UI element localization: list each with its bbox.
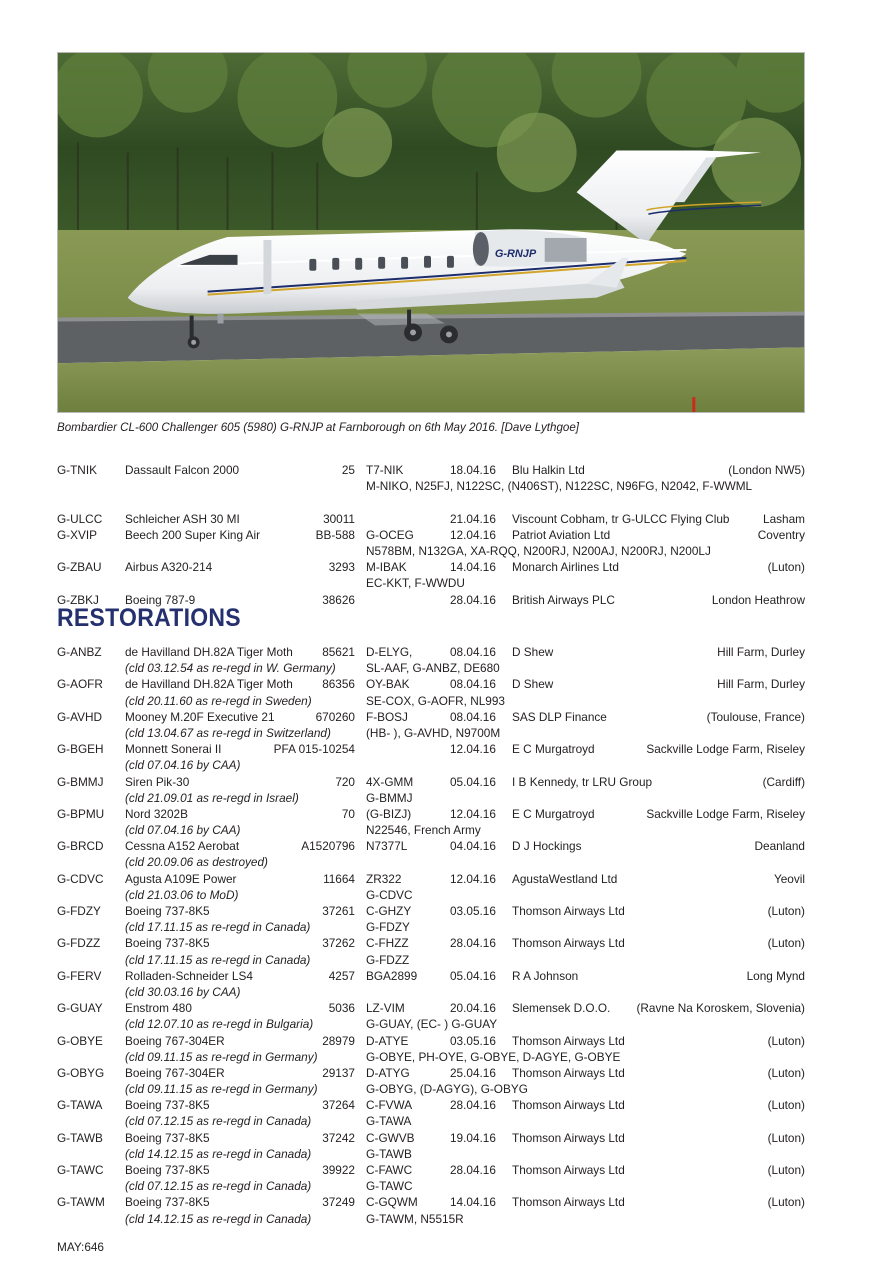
aircraft-type: de Havilland DH.82A Tiger Moth: [125, 677, 293, 692]
registration-date: 14.04.16: [450, 560, 496, 575]
registration-date: 04.04.16: [450, 839, 496, 854]
serial-number: 670260: [315, 709, 355, 724]
owner: British Airways PLC: [512, 592, 615, 607]
owner: I B Kennedy, tr LRU Group: [512, 774, 653, 789]
aircraft-type: Dassault Falcon 2000: [125, 463, 240, 477]
entry-detail-row: [57, 1113, 805, 1129]
identity-history: N578BM, N132GA, XA-RQQ, N200RJ, N200AJ, N200RJ, N200LJ: [366, 543, 711, 558]
entry-detail-row: [57, 1146, 805, 1162]
owner: D Shew: [512, 645, 554, 659]
registration: G-TAWA: [57, 1098, 103, 1113]
serial-number: 3293: [328, 560, 355, 575]
location: (Ravne Na Koroskem, Slovenia): [636, 1001, 805, 1016]
entry-detail-row: [57, 822, 805, 838]
entry-detail-row: [57, 575, 805, 591]
cancellation-note: (cld 20.09.06 as destroyed): [125, 855, 268, 870]
serial-number: 37262: [322, 936, 355, 951]
entry-detail-row: [57, 854, 805, 870]
entry-detail-row: [57, 693, 805, 709]
aircraft-type: Siren Pik-30: [125, 774, 190, 789]
location: (Cardiff): [762, 774, 805, 789]
previous-identity: D-ELYG,: [366, 645, 413, 659]
location: Yeovil: [773, 871, 805, 886]
identity-history: G-GUAY, (EC- ) G-GUAY: [366, 1017, 498, 1032]
owner: Thomson Airways Ltd: [512, 1065, 625, 1080]
owner: Thomson Airways Ltd: [512, 1130, 625, 1145]
entry-detail-row: [57, 543, 805, 559]
entry-detail-row: [57, 952, 805, 968]
previous-identity: C-FAWC: [366, 1163, 413, 1177]
entry-detail-row: [57, 1211, 805, 1227]
registration-date: 12.04.16: [450, 806, 496, 821]
previous-identity: C-GWVB: [366, 1130, 415, 1145]
owner: Thomson Airways Ltd: [512, 904, 625, 918]
aircraft-type: Agusta A109E Power: [125, 871, 237, 886]
location: (Luton): [767, 1098, 805, 1113]
aircraft-photo: [57, 52, 805, 413]
owner: SAS DLP Finance: [512, 709, 607, 724]
location: (Luton): [767, 1163, 805, 1177]
entry-detail-row: [57, 919, 805, 935]
previous-identity: 4X-GMM: [366, 774, 414, 789]
serial-number: 30011: [323, 511, 355, 526]
serial-number: 28979: [322, 1033, 355, 1048]
cancellation-note: (cld 17.11.15 as re-regd in Canada): [125, 952, 311, 967]
registration-date: 12.04.16: [450, 527, 496, 542]
serial-number: 86356: [322, 677, 355, 692]
entry-row: [57, 774, 805, 790]
serial-number: 29137: [322, 1065, 355, 1080]
location: (Luton): [767, 1130, 805, 1145]
aircraft-type: Boeing 767-304ER: [125, 1065, 225, 1080]
serial-number: 70: [341, 806, 355, 821]
entry-row: [57, 871, 805, 887]
entry-row: [57, 1130, 805, 1146]
serial-number: 39922: [322, 1163, 355, 1177]
entry-row: [57, 838, 805, 854]
registration-date: 08.04.16: [450, 645, 496, 659]
registration-date: 19.04.16: [450, 1130, 496, 1145]
entry-row: [57, 903, 805, 919]
cancellation-note: (cld 14.12.15 as re-regd in Canada): [125, 1146, 312, 1161]
cancellation-note: (cld 17.11.15 as re-regd in Canada): [125, 920, 311, 935]
entry-detail-row: [57, 478, 805, 494]
identity-history: G-OBYE, PH-OYE, G-OBYE, D-AGYE, G-OBYE: [366, 1049, 621, 1064]
registration-date: 12.04.16: [450, 742, 496, 757]
identity-history: G-TAWB: [366, 1146, 412, 1161]
location: (Luton): [767, 936, 805, 951]
cancellation-note: (cld 21.09.01 as re-regd in Israel): [125, 790, 299, 805]
previous-identity: G-OCEG: [366, 527, 414, 542]
entry-row: [57, 806, 805, 822]
registration: G-CDVC: [57, 871, 104, 886]
serial-number: 720: [335, 774, 355, 789]
entry-detail-row: [57, 790, 805, 806]
serial-number: 37261: [322, 904, 355, 918]
registration: G-BRCD: [57, 839, 104, 854]
registration-date: 28.04.16: [450, 1098, 496, 1113]
identity-history: SE-COX, G-AOFR, NL993: [366, 693, 505, 708]
location: Sackville Lodge Farm, Riseley: [646, 806, 805, 821]
entry-detail-row: [57, 1049, 805, 1065]
cancellation-note: (cld 07.12.15 as re-regd in Canada): [125, 1114, 312, 1129]
registration: G-AOFR: [57, 677, 103, 692]
cancellation-note: (cld 21.03.06 to MoD): [125, 887, 239, 902]
registration: G-TAWM: [57, 1195, 105, 1210]
location: (Luton): [767, 560, 805, 575]
photo-caption: Bombardier CL-600 Challenger 605 (5980) G-RNJP at Farnborough on 6th May 2016. [Dave Lythgoe]: [57, 421, 580, 434]
aircraft-type: Boeing 737-8K5: [125, 904, 210, 918]
aircraft-type: Schleicher ASH 30 MI: [125, 511, 240, 526]
owner: Thomson Airways Ltd: [512, 936, 625, 951]
identity-history: G-TAWC: [366, 1179, 413, 1194]
entry-row: [57, 1097, 805, 1113]
registration-date: 21.04.16: [450, 511, 496, 526]
identity-history: G-CDVC: [366, 887, 413, 902]
aircraft-photo-drawing: [58, 53, 804, 412]
cancellation-note: (cld 09.11.15 as re-regd in Germany): [125, 1049, 318, 1064]
registration: G-FDZZ: [57, 936, 101, 951]
owner: D Shew: [512, 677, 554, 692]
tail-registration-text: G-RNJP: [494, 247, 537, 260]
identity-history: G-TAWM, N5515R: [366, 1211, 464, 1226]
registration-date: 18.04.16: [450, 463, 496, 477]
registration-date: 08.04.16: [450, 709, 496, 724]
owner: Thomson Airways Ltd: [512, 1163, 625, 1177]
registration: G-BGEH: [57, 742, 104, 757]
location: (Toulouse, France): [706, 709, 805, 724]
owner: Slemensek D.O.O.: [512, 1001, 611, 1016]
aircraft-type: Rolladen-Schneider LS4: [125, 968, 253, 983]
entry-detail-row: [57, 757, 805, 773]
registration: G-TNIK: [57, 463, 97, 477]
aircraft-type: Boeing 737-8K5: [125, 936, 210, 951]
registration: G-OBYE: [57, 1033, 103, 1048]
entry-detail-row: [57, 660, 805, 676]
entry-detail-row: [57, 1016, 805, 1032]
serial-number: 5036: [328, 1001, 355, 1016]
cancellation-note: (cld 20.11.60 as re-regd in Sweden): [125, 693, 312, 708]
registration-date: 05.04.16: [450, 968, 496, 983]
aircraft-type: Boeing 737-8K5: [125, 1195, 210, 1210]
previous-identity: (G-BIZJ): [366, 806, 412, 821]
identity-history: M-NIKO, N25FJ, N122SC, (N406ST), N122SC, N96FG, N2042, F-WWML: [366, 479, 753, 494]
aircraft-type: de Havilland DH.82A Tiger Moth: [125, 645, 293, 659]
page-number: MAY:646: [57, 1240, 104, 1254]
registration-date: 05.04.16: [450, 774, 496, 789]
entry-row: [57, 1194, 805, 1210]
identity-history: G-FDZY: [366, 920, 410, 935]
owner: Thomson Airways Ltd: [512, 1195, 625, 1210]
previous-identity: F-BOSJ: [366, 709, 408, 724]
entry-row: [57, 1162, 805, 1178]
aircraft-type: Airbus A320-214: [125, 560, 213, 575]
previous-identity: D-ATYG: [366, 1065, 410, 1080]
registration: G-BPMU: [57, 806, 105, 821]
cancellation-note: (cld 14.12.15 as re-regd in Canada): [125, 1211, 312, 1226]
entry-detail-row: [57, 1081, 805, 1097]
registration-date: 28.04.16: [450, 936, 496, 951]
entry-row: [57, 935, 805, 951]
aircraft-type: Cessna A152 Aerobat: [125, 839, 240, 854]
location: (Luton): [767, 1065, 805, 1080]
aircraft-type: Boeing 767-304ER: [125, 1033, 225, 1048]
identity-history: EC-KKT, F-WWDU: [366, 576, 465, 591]
entry-row: [57, 511, 805, 527]
serial-number: 37264: [322, 1098, 355, 1113]
serial-number: 37249: [322, 1195, 355, 1210]
previous-identity: C-GQWM: [366, 1195, 418, 1210]
registration: G-ULCC: [57, 511, 103, 526]
previous-identity: C-GHZY: [366, 904, 412, 918]
identity-history: G-FDZZ: [366, 952, 410, 967]
aircraft-type: Boeing 737-8K5: [125, 1163, 210, 1177]
identity-history: N22546, French Army: [366, 823, 481, 838]
owner: Patriot Aviation Ltd: [512, 527, 611, 542]
registration-entries: [57, 462, 805, 608]
cancellation-note: (cld 07.04.16 by CAA): [125, 758, 241, 773]
entry-row: [57, 741, 805, 757]
location: Deanland: [754, 839, 805, 854]
cancellation-note: (cld 07.04.16 by CAA): [125, 823, 241, 838]
previous-identity: BGA2899: [366, 968, 418, 983]
cancellation-note: (cld 03.12.54 as re-regd in W. Germany): [125, 661, 336, 676]
registration: G-ZBKJ: [57, 592, 99, 607]
aircraft-type: Beech 200 Super King Air: [125, 527, 261, 542]
registration: G-FDZY: [57, 904, 101, 918]
entry-row: [57, 462, 805, 478]
cancellation-note: (cld 30.03.16 by CAA): [125, 984, 241, 999]
location: Hill Farm, Durley: [717, 677, 805, 692]
registration-date: 03.05.16: [450, 904, 496, 918]
serial-number: A1520796: [301, 839, 355, 854]
restorations-heading: RESTORATIONS: [57, 604, 241, 632]
previous-identity: OY-BAK: [366, 677, 410, 692]
owner: R A Johnson: [512, 968, 579, 983]
previous-identity: ZR322: [366, 871, 402, 886]
entry-row: [57, 1033, 805, 1049]
owner: E C Murgatroyd: [512, 742, 595, 757]
owner: Monarch Airlines Ltd: [512, 560, 619, 575]
registration-date: 08.04.16: [450, 677, 496, 692]
previous-identity: N7377L: [366, 839, 408, 854]
owner: D J Hockings: [512, 839, 582, 854]
location: Sackville Lodge Farm, Riseley: [646, 742, 805, 757]
identity-history: G-BMMJ: [366, 790, 413, 805]
owner: Viscount Cobham, tr G-ULCC Flying Club: [512, 511, 730, 526]
owner: E C Murgatroyd: [512, 806, 595, 821]
identity-history: SL-AAF, G-ANBZ, DE680: [366, 661, 500, 676]
cancellation-note: (cld 07.12.15 as re-regd in Canada): [125, 1179, 312, 1194]
registration: G-OBYG: [57, 1065, 105, 1080]
owner: Thomson Airways Ltd: [512, 1098, 625, 1113]
registration-date: 28.04.16: [450, 592, 496, 607]
serial-number: 37242: [322, 1130, 355, 1145]
location: (Luton): [767, 904, 805, 918]
identity-history: G-TAWA: [366, 1114, 412, 1129]
registration: G-AVHD: [57, 709, 103, 724]
registration: G-GUAY: [57, 1001, 103, 1016]
registration: G-FERV: [57, 968, 102, 983]
location: (Luton): [767, 1195, 805, 1210]
cancellation-note: (cld 13.04.67 as re-regd in Switzerland): [125, 725, 331, 740]
entry-row: [57, 527, 805, 543]
aircraft-type: Nord 3202B: [125, 806, 188, 821]
restoration-entries: [57, 644, 805, 1227]
previous-identity: C-FVWA: [366, 1098, 413, 1113]
entry-row: [57, 1065, 805, 1081]
location: Coventry: [757, 527, 805, 542]
entry-row: [57, 644, 805, 660]
serial-number: 25: [341, 463, 355, 477]
identity-history: G-OBYG, (D-AGYG), G-OBYG: [366, 1082, 528, 1097]
aircraft-type: Enstrom 480: [125, 1001, 192, 1016]
serial-number: BB-588: [315, 527, 355, 542]
entry-row: [57, 559, 805, 575]
owner: Blu Halkin Ltd: [512, 463, 585, 477]
previous-identity: C-FHZZ: [366, 936, 409, 951]
aircraft-type: Boeing 737-8K5: [125, 1130, 210, 1145]
serial-number: 85621: [322, 645, 355, 659]
registration-date: 14.04.16: [450, 1195, 496, 1210]
registration-date: 20.04.16: [450, 1001, 496, 1016]
aircraft-type: Mooney M.20F Executive 21: [125, 709, 275, 724]
serial-number: PFA 015-10254: [273, 742, 355, 757]
serial-number: 4257: [328, 968, 355, 983]
entry-row: [57, 709, 805, 725]
entry-row: [57, 676, 805, 692]
location: Hill Farm, Durley: [717, 645, 805, 659]
registration: G-BMMJ: [57, 774, 104, 789]
cancellation-note: (cld 12.07.10 as re-regd in Bulgaria): [125, 1017, 314, 1032]
row-spacer: [57, 494, 805, 510]
registration-date: 25.04.16: [450, 1065, 496, 1080]
entry-row: [57, 968, 805, 984]
previous-identity: LZ-VIM: [366, 1001, 405, 1016]
registration: G-XVIP: [57, 527, 97, 542]
registration: G-TAWB: [57, 1130, 103, 1145]
cancellation-note: (cld 09.11.15 as re-regd in Germany): [125, 1082, 318, 1097]
serial-number: 38626: [322, 592, 355, 607]
registration-date: 28.04.16: [450, 1163, 496, 1177]
aircraft-type: Boeing 737-8K5: [125, 1098, 210, 1113]
location: (Luton): [767, 1033, 805, 1048]
previous-identity: M-IBAK: [366, 560, 407, 575]
previous-identity: D-ATYE: [366, 1033, 409, 1048]
registration: G-ZBAU: [57, 560, 102, 575]
aircraft-type: Monnett Sonerai II: [125, 742, 222, 757]
registration-date: 03.05.16: [450, 1033, 496, 1048]
identity-history: (HB- ), G-AVHD, N9700M: [366, 725, 501, 740]
registration: G-TAWC: [57, 1163, 104, 1177]
entry-detail-row: [57, 984, 805, 1000]
aircraft-type: Boeing 787-9: [125, 592, 196, 607]
owner: AgustaWestland Ltd: [512, 871, 618, 886]
entry-detail-row: [57, 725, 805, 741]
location: Lasham: [763, 511, 805, 526]
entry-detail-row: [57, 1178, 805, 1194]
entry-row: [57, 1000, 805, 1016]
location: London Heathrow: [711, 592, 805, 607]
owner: Thomson Airways Ltd: [512, 1033, 625, 1048]
previous-identity: T7-NIK: [366, 463, 404, 477]
location: Long Mynd: [746, 968, 805, 983]
registration: G-ANBZ: [57, 645, 102, 659]
registration-date: 12.04.16: [450, 871, 496, 886]
location: (London NW5): [728, 463, 805, 477]
serial-number: 11664: [323, 871, 355, 886]
entry-detail-row: [57, 887, 805, 903]
